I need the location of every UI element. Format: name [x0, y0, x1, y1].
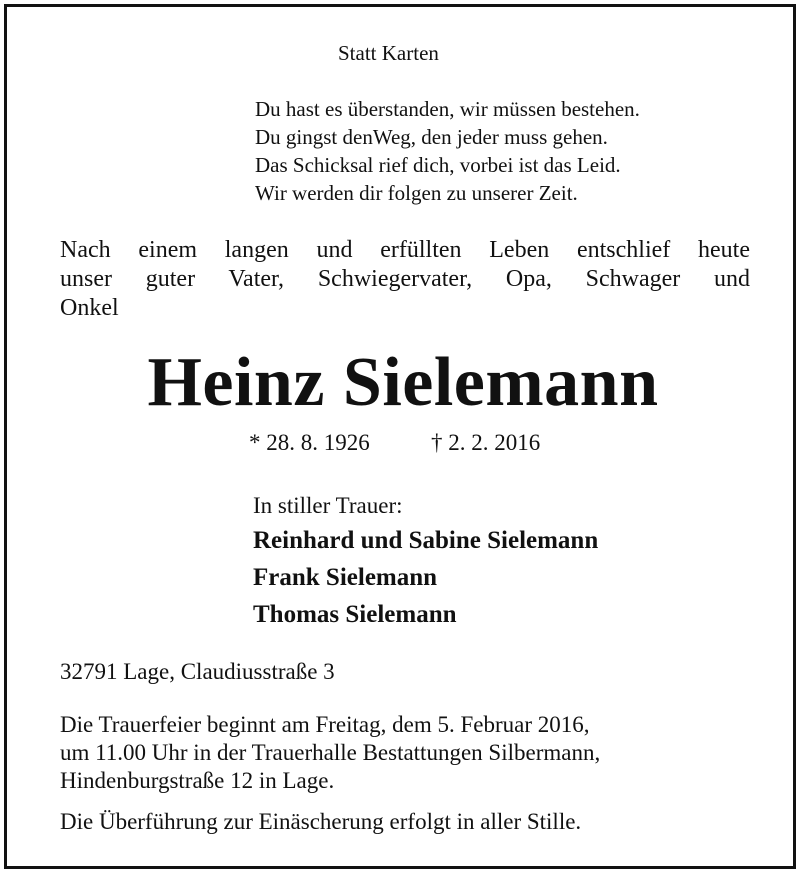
transfer-note: Die Überführung zur Einäscherung erfolgt in aller Stille. [60, 809, 582, 834]
mourner-name: Frank Sielemann [253, 564, 438, 591]
intro-line: Nach einem langen und erfüllten Leben entschlief heute [60, 237, 750, 263]
ceremony-line: um 11.00 Uhr in der Trauerhalle Bestattungen Silbermann, [60, 740, 601, 765]
address: 32791 Lage, Claudiusstraße 3 [60, 659, 335, 684]
poem-line: Du hast es überstanden, wir müssen bestehen. [255, 97, 640, 121]
deceased-name: Heinz Sielemann [147, 344, 659, 421]
poem-line: Wir werden dir folgen zu unserer Zeit. [255, 181, 578, 205]
ceremony-line: Die Trauerfeier beginnt am Freitag, dem 5. Februar 2016, [60, 712, 590, 737]
mourner-name: Reinhard und Sabine Sielemann [253, 527, 599, 554]
obituary-frame [4, 4, 796, 869]
intro-paragraph [60, 236, 750, 323]
ceremony-info [60, 711, 750, 795]
ceremony-line: Hindenburgstraße 12 in Lage. [60, 768, 335, 793]
header-statt-karten: Statt Karten [338, 41, 439, 65]
intro-line: Onkel [60, 295, 119, 321]
birth-date: * 28. 8. 1926 [249, 430, 370, 455]
poem [255, 95, 640, 207]
mourner-name: Thomas Sielemann [253, 601, 457, 628]
poem-line: Du gingst denWeg, den jeder muss gehen. [255, 125, 608, 149]
intro-line: unser guter Vater, Schwiegervater, Opa, Schwager und [60, 266, 750, 292]
mourning-label: In stiller Trauer: [253, 493, 403, 518]
death-date: † 2. 2. 2016 [431, 430, 541, 455]
poem-line: Das Schicksal rief dich, vorbei ist das Leid. [255, 153, 621, 177]
